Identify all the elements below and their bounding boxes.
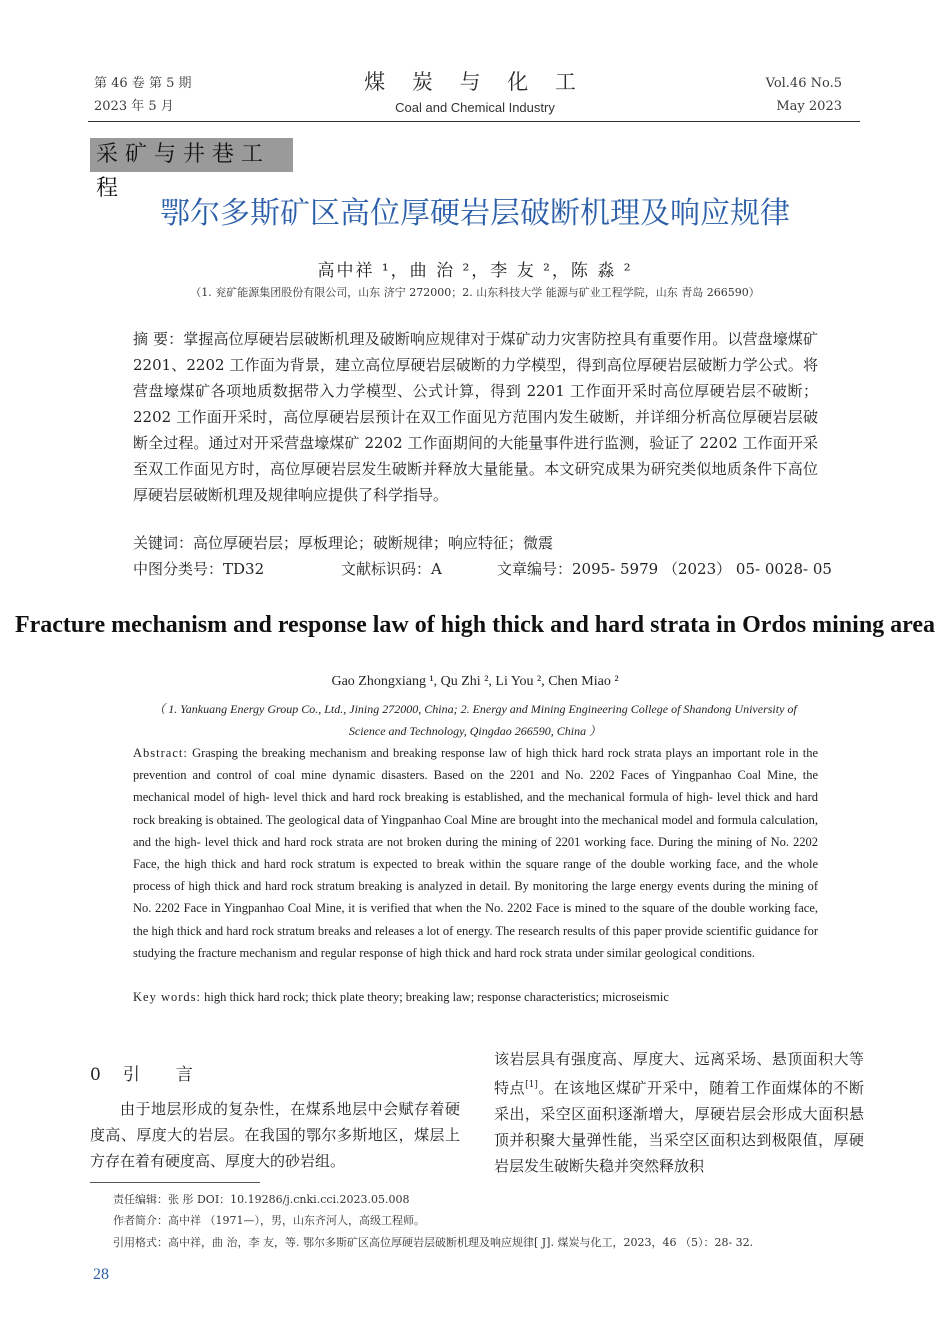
authors-cn: 高中祥 ¹，曲 治 ²，李 友 ²，陈 淼 ² bbox=[317, 261, 633, 281]
volume-issue-cn: 第 46 卷 第 5 期 bbox=[94, 76, 192, 91]
clc-number: 中图分类号：TD32 bbox=[133, 560, 265, 578]
page-title-cn: 鄂尔多斯矿区高位厚硬岩层破断机理及响应规律 bbox=[160, 196, 790, 231]
date-cn: 2023 年 5 月 bbox=[94, 99, 174, 114]
abstract-cn bbox=[133, 326, 818, 508]
intro-column-left bbox=[90, 1096, 460, 1174]
intro-right-text-a: 该岩层具有强度高、厚度大、远离采场、悬顶面积大等特点 bbox=[494, 1050, 864, 1097]
intro-heading-text: 引言 bbox=[122, 1065, 229, 1085]
affiliations-cn: （1. 兖矿能源集团股份有限公司，山东 济宁 272000；2. 山东科技大学 能源与矿业工程学院，山东 青岛 266590） bbox=[190, 286, 760, 299]
keywords-cn-label: 关键词： bbox=[133, 534, 194, 552]
footnote-author-bio: 作者简介：高中祥 （1971—），男，山东齐河人，高级工程师。 bbox=[113, 1214, 425, 1227]
abstract-cn-label: 摘 要： bbox=[133, 330, 184, 348]
abstract-en-label: Abstract: bbox=[133, 746, 188, 760]
page-number: 28 bbox=[93, 1266, 109, 1283]
abstract-cn-text: 掌握高位厚硬岩层破断机理及破断响应规律对于煤矿动力灾害防控具有重要作用。以营盘壕煤矿 2201、2202 工作面为背景，建立高位厚硬岩层破断的力学模型，得到高位厚硬岩层破断力学公式。将营盘壕煤矿各项地质数据带入力学模型、公式计算，得到 2201 工作面开采时高位厚硬岩层不破断；2202 工作面开采时，高位厚硬岩层预计在双工作面见方范围内发生破断，并详细分析高位厚硬岩层破断全过程。通过对开采营盘壕煤矿 2202 工作面期间的大能量事件进行监测，验证了 2202 工作面开采至双工作面见方时，高位厚硬岩层发生破断并释放大量能量。本文研究成果为研究类似地质条件下高位厚硬岩层破断机理及规律响应提供了科学指导。 bbox=[133, 330, 818, 504]
abstract-en bbox=[133, 742, 818, 964]
header-rule bbox=[88, 121, 860, 122]
affiliations-en: （ 1. Yankuang Energy Group Co., Ltd., Jining 272000, China; 2. Energy and Mining Engineering College of Shandong University of Science and Technology, Qingdao 266590, China ） bbox=[153, 702, 797, 738]
page-title-en: Fracture mechanism and response law of high thick and hard strata in Ordos mining area bbox=[14, 612, 936, 638]
intro-column-right bbox=[494, 1046, 864, 1179]
header-volume-en bbox=[700, 72, 842, 118]
keywords-en-text: high thick hard rock; thick plate theory; breaking law; response characteristics; microseismic bbox=[204, 990, 669, 1004]
footnote-rule bbox=[90, 1182, 260, 1183]
journal-name-cn: 煤 炭 与 化 工 bbox=[364, 70, 586, 94]
date-en: May 2023 bbox=[776, 99, 842, 114]
header-volume-cn bbox=[94, 72, 191, 118]
keywords-en-label: Key words: bbox=[133, 990, 201, 1004]
intro-right-text-b: 。在该地区煤矿开采中，随着工作面煤体的不断采出，采空区面积逐渐增大，厚硬岩层会形成大面积悬顶并积聚大量弹性能，当采空区面积达到极限值，厚硬岩层发生破断失稳并突然释放积 bbox=[494, 1079, 864, 1175]
footnote-citation: 引用格式：高中祥，曲 治，李 友，等. 鄂尔多斯矿区高位厚硬岩层破断机理及响应规律[ J]. 煤炭与化工，2023，46 （5）：28- 32. bbox=[113, 1236, 754, 1249]
citation-ref: [1] bbox=[525, 1080, 538, 1090]
intro-heading-number: 0 bbox=[90, 1065, 101, 1085]
keywords-cn-text: 高位厚硬岩层；厚板理论；破断规律；响应特征；微震 bbox=[193, 534, 554, 552]
abstract-en-text: Grasping the breaking mechanism and breaking response law of high thick hard rock strata plays an important role in the prevention and control of coal mine dynamic disasters. Based on the 2201 and No. 2202 Faces of Yingpanhao Coal Mine, the mechanical model of high- level thick and hard rock breaking is established, and the mechanical formula of high- level thick and hard rock breaking is obtained. The geological data of Yingpanhao Coal Mine are brought into the mechanical model and formula calculation, and the high- level thick and hard rock strata are not broken during the mining of 2201 working face. During the mining of No. 2202 Face, the high thick and hard rock stratum is expected to break within the square range of the double working face, and the whole process of high thick and hard rock stratum breaking is analyzed in detail. By monitoring the large energy events during the mining of No. 2202 Face in Yingpanhao Coal Mine, it is verified that when the No. 2202 Face is mined to the square of the double working face, the high thick and hard rock stratum breaks and releases a lot of energy. The research results of this paper provide scientific guidance for studying the fracture mechanism and regular response of high thick and hard rock strata under similar geological conditions. bbox=[133, 746, 819, 960]
volume-issue-en: Vol.46 No.5 bbox=[765, 76, 842, 91]
intro-left-text: 由于地层形成的复杂性，在煤系地层中会赋存着硬度高、厚度大的岩层。在我国的鄂尔多斯地区，煤层上方存在着有硬度高、厚度大的砂岩组。 bbox=[90, 1100, 460, 1170]
journal-name bbox=[300, 66, 650, 115]
document-code: 文献标识码：A bbox=[341, 560, 442, 578]
footnote-editor-doi: 责任编辑：张 彤 DOI：10.19286/j.cnki.cci.2023.05.008 bbox=[113, 1193, 410, 1206]
intro-heading bbox=[90, 1060, 229, 1085]
keywords-cn bbox=[133, 530, 553, 556]
article-number: 文章编号：2095- 5979 （2023） 05- 0028- 05 bbox=[497, 560, 832, 578]
section-tag: 采矿与井巷工程 bbox=[90, 138, 293, 172]
keywords-en bbox=[133, 986, 818, 1008]
journal-name-en: Coal and Chemical Industry bbox=[395, 100, 555, 115]
authors-en: Gao Zhongxiang ¹, Qu Zhi ², Li You ², Chen Miao ² bbox=[331, 674, 619, 689]
